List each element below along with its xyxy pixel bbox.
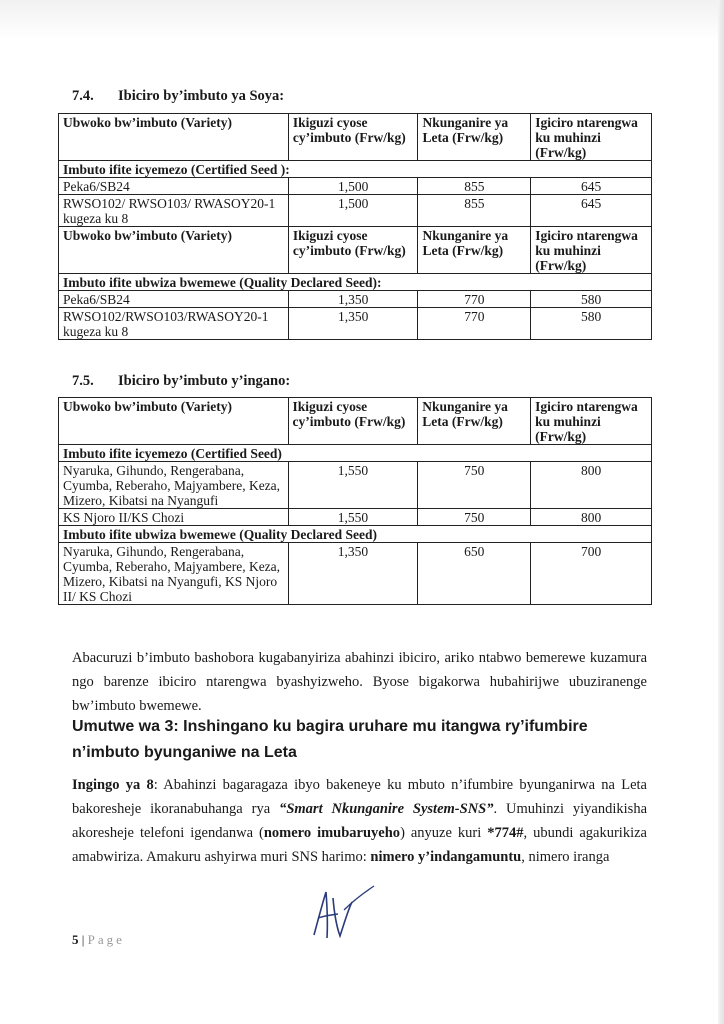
subsidy-cell: 770 <box>418 291 531 308</box>
chapter-3-title: Umutwe wa 3: Inshingano ku bagira uruhare mu itangwa ry’ifumbire n’imbuto byunganiwe na Leta <box>72 718 588 761</box>
page-footer <box>72 932 125 948</box>
article-8-paragraph <box>72 773 647 869</box>
certified-seed-label: Imbuto ifite icyemezo (Certified Seed ): <box>59 161 652 178</box>
header-subsidy: Nkunganire ya Leta (Frw/kg) <box>418 398 531 445</box>
subsidy-cell: 770 <box>418 308 531 340</box>
handwritten-signature <box>300 880 380 945</box>
system-name: “Smart Nkunganire System-SNS” <box>279 801 494 817</box>
section-7-4-heading <box>72 88 284 105</box>
subsidy-cell: 650 <box>418 543 531 605</box>
header-variety: Ubwoko bw’imbuto (Variety) <box>59 398 289 445</box>
variety-cell: KS Njoro II/KS Chozi <box>59 509 289 526</box>
header-total-price: Ikiguzi cyose cy’imbuto (Frw/kg) <box>288 114 418 161</box>
variety-cell: Nyaruka, Gihundo, Rengerabana, Cyumba, Reberaho, Majyambere, Keza, Mizero, Kibatsi na Nyangufi, KS Njoro II/ KS Chozi <box>59 543 289 605</box>
qds-seed-label: Imbuto ifite ubwiza bwemewe (Quality Declared Seed): <box>59 274 652 291</box>
farmer-price-cell: 645 <box>531 195 652 227</box>
section-number: 7.4. <box>72 88 94 104</box>
price-cell: 1,550 <box>288 509 418 526</box>
ussd-code: *774# <box>487 825 524 841</box>
farmer-price-cell: 580 <box>531 291 652 308</box>
header-subsidy: Nkunganire ya Leta (Frw/kg) <box>418 114 531 161</box>
table-row <box>59 291 652 308</box>
phone-term: nomero imubaruyeho <box>263 825 401 841</box>
table-row <box>59 462 652 509</box>
price-cell: 1,500 <box>288 178 418 195</box>
header-subsidy: Nkunganire ya Leta (Frw/kg) <box>418 227 531 274</box>
header-variety: Ubwoko bw’imbuto (Variety) <box>59 227 289 274</box>
article-text: , nimero iranga <box>521 849 610 865</box>
section-title: Ibiciro by’imbuto y’ingano: <box>118 373 291 389</box>
subsidy-cell: 855 <box>418 195 531 227</box>
page-word: Page <box>87 932 125 947</box>
id-term: nimero y’indangamuntu <box>370 849 522 865</box>
soya-price-table <box>58 113 652 340</box>
table-subheader-row <box>59 161 652 178</box>
header-variety: Ubwoko bw’imbuto (Variety) <box>59 114 289 161</box>
variety-cell: Peka6/SB24 <box>59 291 289 308</box>
table-header-row <box>59 398 652 445</box>
price-cell: 1,350 <box>288 291 418 308</box>
article-text: : Abahinzi bagaragaza ibyo bakeneye ku mbuto n’ifumbire byunganirwa na Leta bakoresheje ikoranabuhanga rya <box>72 777 647 817</box>
seller-discount-paragraph: Abacuruzi b’imbuto bashobora kugabanyiriza abahinzi ibiciro, ariko ntabwo bemerewe kuzamura ngo barenze ibiciro ntarengwa byashyizweho. Byose bigakorwa hubahirijwe ubuziranenge bw’imbuto bwemewe. <box>72 650 647 714</box>
table-subheader-row <box>59 445 652 462</box>
table-subheader-row <box>59 274 652 291</box>
price-cell: 1,350 <box>288 543 418 605</box>
farmer-price-cell: 700 <box>531 543 652 605</box>
header-total-price: Ikiguzi cyose cy’imbuto (Frw/kg) <box>288 398 418 445</box>
header-total-price: Ikiguzi cyose cy’imbuto (Frw/kg) <box>288 227 418 274</box>
footer-separator: | <box>81 932 85 947</box>
table-subheader-row <box>59 526 652 543</box>
article-text: ) anyuze kuri <box>400 825 488 841</box>
variety-cell: RWSO102/RWSO103/RWASOY20-1 kugeza ku 8 <box>59 308 289 340</box>
header-farmer-price: Igiciro ntarengwa ku muhinzi (Frw/kg) <box>531 227 652 274</box>
scan-top-shade <box>0 0 724 40</box>
table-row <box>59 509 652 526</box>
subsidy-cell: 750 <box>418 509 531 526</box>
section-number: 7.5. <box>72 373 94 389</box>
subsidy-cell: 855 <box>418 178 531 195</box>
price-cell: 1,500 <box>288 195 418 227</box>
subsidy-cell: 750 <box>418 462 531 509</box>
table-header-row <box>59 114 652 161</box>
section-7-5-heading <box>72 373 290 390</box>
farmer-price-cell: 580 <box>531 308 652 340</box>
scan-edge <box>718 0 724 1024</box>
certified-seed-label: Imbuto ifite icyemezo (Certified Seed) <box>59 445 652 462</box>
price-cell: 1,350 <box>288 308 418 340</box>
table-row <box>59 178 652 195</box>
variety-cell: RWSO102/ RWSO103/ RWASOY20-1 kugeza ku 8 <box>59 195 289 227</box>
farmer-price-cell: 800 <box>531 462 652 509</box>
table-row <box>59 543 652 605</box>
section-title: Ibiciro by’imbuto ya Soya: <box>118 88 285 104</box>
farmer-price-cell: 800 <box>531 509 652 526</box>
qds-seed-label: Imbuto ifite ubwiza bwemewe (Quality Declared Seed) <box>59 526 652 543</box>
header-farmer-price: Igiciro ntarengwa ku muhinzi (Frw/kg) <box>531 398 652 445</box>
variety-cell: Nyaruka, Gihundo, Rengerabana, Cyumba, Reberaho, Majyambere, Keza, Mizero, Kibatsi na Nyangufi <box>59 462 289 509</box>
farmer-price-cell: 645 <box>531 178 652 195</box>
header-farmer-price: Igiciro ntarengwa ku muhinzi (Frw/kg) <box>531 114 652 161</box>
wheat-price-table <box>58 397 652 605</box>
article-label: Ingingo ya 8 <box>72 777 154 793</box>
table-header-row <box>59 227 652 274</box>
price-cell: 1,550 <box>288 462 418 509</box>
variety-cell: Peka6/SB24 <box>59 178 289 195</box>
article-text: , ubundi agakurikiza amabwiriza. Amakuru ashyirwa muri SNS harimo: <box>72 825 647 865</box>
table-row <box>59 308 652 340</box>
page-number: 5 <box>72 932 79 947</box>
article-text: . Umuhinzi yiyandikisha akoresheje telefoni igendanwa ( <box>72 801 648 841</box>
table-row <box>59 195 652 227</box>
